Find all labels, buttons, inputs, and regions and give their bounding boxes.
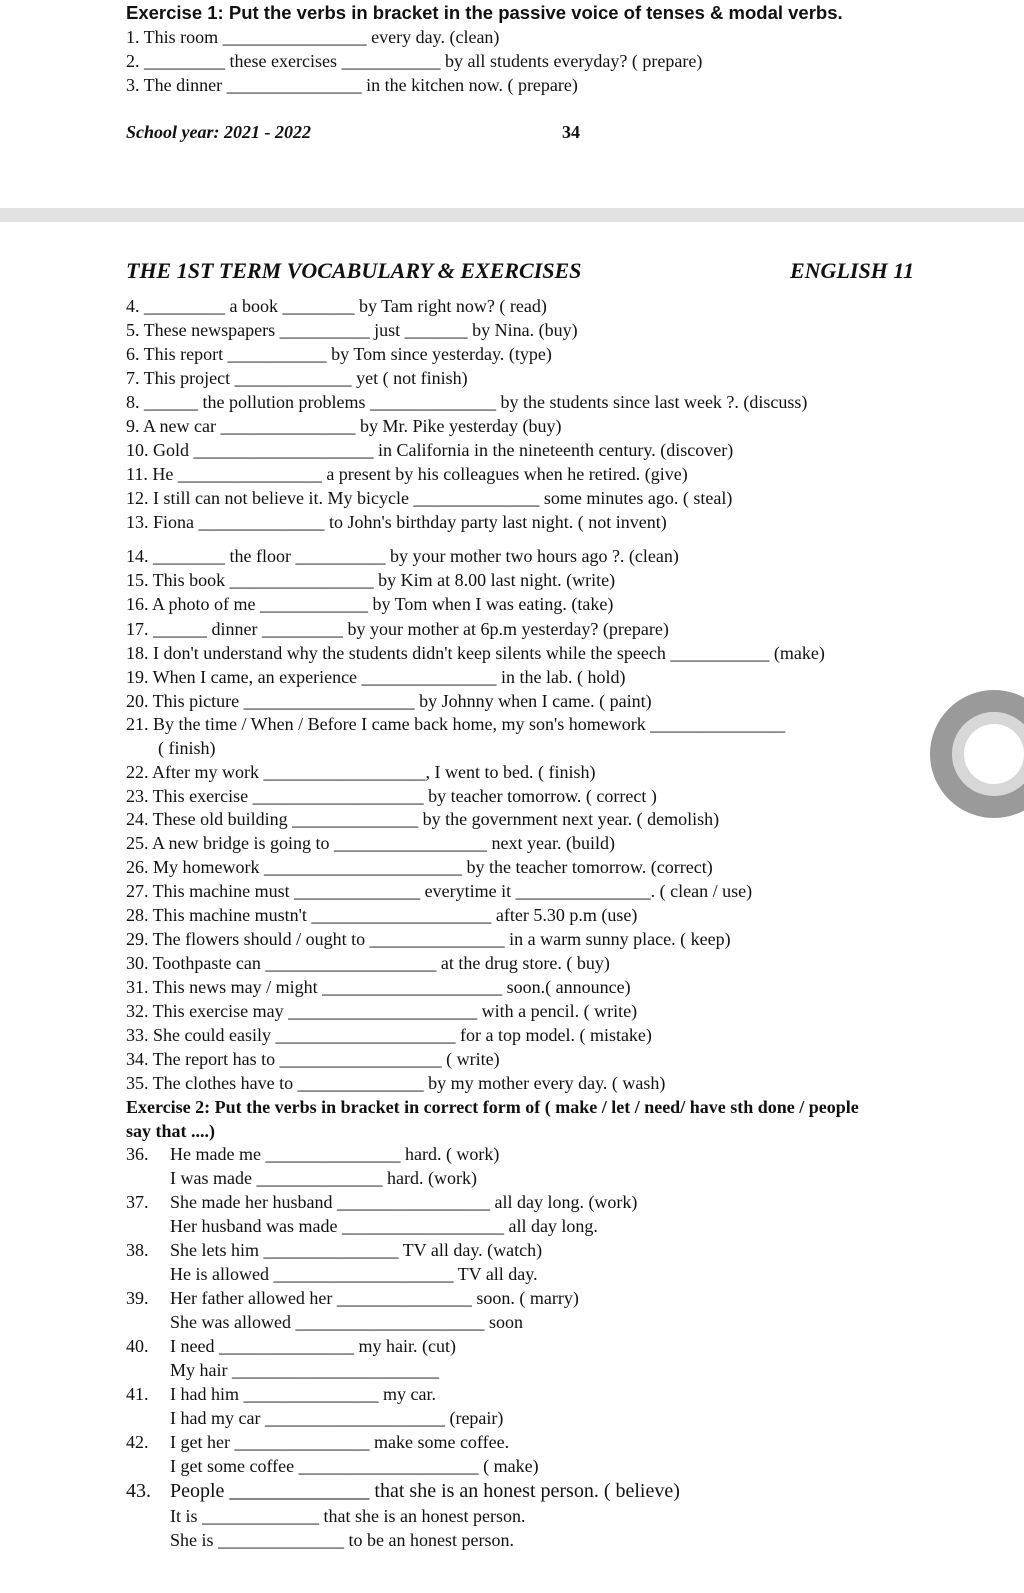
item-38-b: He is allowed ____________________ TV all day. <box>170 1264 538 1284</box>
item-40-b: My hair _______________________ <box>170 1360 439 1380</box>
item-32: 32. This exercise may _____________________ with a pencil. ( write) <box>126 1001 638 1021</box>
page-number: 34 <box>562 122 580 142</box>
item-30: 30. Toothpaste can ___________________ at the drug store. ( buy) <box>126 953 610 973</box>
page-header-right: ENGLISH 11 <box>790 258 915 283</box>
item-12: 12. I still can not believe it. My bicycle ______________ some minutes ago. ( steal) <box>126 488 733 508</box>
item-36-a: He made me _______________ hard. ( work) <box>170 1144 500 1164</box>
item-35: 35. The clothes have to ______________ by my mother every day. ( wash) <box>126 1073 666 1093</box>
item-27: 27. This machine must ______________ everytime it _______________. ( clean / use) <box>126 881 753 901</box>
item-6: 6. This report ___________ by Tom since yesterday. (type) <box>126 344 552 364</box>
item-42-a: I get her _______________ make some coffee. <box>170 1432 510 1452</box>
item-7: 7. This project _____________ yet ( not finish) <box>126 368 468 388</box>
item-17: 17. ______ dinner _________ by your mother at 6p.m yesterday? (prepare) <box>126 619 669 639</box>
item-9: 9. A new car _______________ by Mr. Pike yesterday (buy) <box>126 416 562 436</box>
item-16: 16. A photo of me ____________ by Tom when I was eating. (take) <box>126 594 614 614</box>
item-21: 21. By the time / When / Before I came back home, my son's homework _______________ <box>126 714 786 734</box>
page-gap <box>0 208 1024 222</box>
item-39-a: Her father allowed her _______________ soon. ( marry) <box>170 1288 579 1308</box>
item-26: 26. My homework ______________________ by the teacher tomorrow. (correct) <box>126 857 713 877</box>
item-41-number: 41. <box>126 1384 149 1404</box>
item-4: 4. _________ a book ________ by Tam right now? ( read) <box>126 296 547 316</box>
item-25: 25. A new bridge is going to _________________ next year. (build) <box>126 833 615 853</box>
exercise2-title-line1: Exercise 2: Put the verbs in bracket in correct form of ( make / let / need/ have sth done / people <box>126 1097 859 1117</box>
item-33: 33. She could easily ____________________ for a top model. ( mistake) <box>126 1025 652 1045</box>
exercise2-title-line2: say that ....) <box>126 1121 215 1141</box>
school-year: School year: 2021 - 2022 <box>126 122 311 142</box>
page-header-left: THE 1ST TERM VOCABULARY & EXERCISES <box>126 258 582 283</box>
item-28: 28. This machine mustn't ____________________ after 5.30 p.m (use) <box>126 905 638 925</box>
item-43-a: People ______________ that she is an honest person. ( believe) <box>170 1480 680 1502</box>
item-8: 8. ______ the pollution problems ______________ by the students since last week ?. (discuss) <box>126 392 808 412</box>
item-37-number: 37. <box>126 1192 149 1212</box>
item-43-c: She is ______________ to be an honest person. <box>170 1530 514 1550</box>
item-29: 29. The flowers should / ought to _______________ in a warm sunny place. ( keep) <box>126 929 731 949</box>
item-41-a: I had him _______________ my car. <box>170 1384 436 1404</box>
item-39-b: She was allowed _____________________ soon <box>170 1312 523 1332</box>
item-36-number: 36. <box>126 1144 149 1164</box>
item-20: 20. This picture ___________________ by Johnny when I came. ( paint) <box>126 691 652 711</box>
top-line-3: 3. The dinner _______________ in the kitchen now. ( prepare) <box>126 75 578 95</box>
item-36-b: I was made ______________ hard. (work) <box>170 1168 477 1188</box>
item-42-b: I get some coffee ____________________ ( make) <box>170 1456 539 1476</box>
item-42-number: 42. <box>126 1432 149 1452</box>
item-14: 14. ________ the floor __________ by your mother two hours ago ?. (clean) <box>126 546 679 566</box>
item-21-verb: ( finish) <box>158 738 216 758</box>
item-37-a: She made her husband _________________ all day long. (work) <box>170 1192 638 1212</box>
item-38-a: She lets him _______________ TV all day. (watch) <box>170 1240 543 1260</box>
item-34: 34. The report has to __________________ ( write) <box>126 1049 500 1069</box>
item-31: 31. This news may / might ____________________ soon.( announce) <box>126 977 631 997</box>
item-5: 5. These newspapers __________ just _______ by Nina. (buy) <box>126 320 578 340</box>
item-43-b: It is _____________ that she is an honest person. <box>170 1506 526 1526</box>
item-23: 23. This exercise ___________________ by teacher tomorrow. ( correct ) <box>126 786 657 806</box>
item-40-a: I need _______________ my hair. (cut) <box>170 1336 456 1356</box>
item-18: 18. I don't understand why the students didn't keep silents while the speech ___________ (make) <box>126 643 825 663</box>
item-40-number: 40. <box>126 1336 149 1356</box>
top-line-1: 1. This room ________________ every day. (clean) <box>126 27 500 47</box>
item-13: 13. Fiona ______________ to John's birthday party last night. ( not invent) <box>126 512 667 532</box>
item-10: 10. Gold ____________________ in California in the nineteenth century. (discover) <box>126 440 734 460</box>
item-24: 24. These old building ______________ by the government next year. ( demolish) <box>126 809 720 829</box>
item-43-number: 43. <box>126 1480 151 1502</box>
item-39-number: 39. <box>126 1288 149 1308</box>
top-line-2: 2. _________ these exercises ___________ by all students everyday? ( prepare) <box>126 51 703 71</box>
item-11: 11. He ________________ a present by his colleagues when he retired. (give) <box>126 464 688 484</box>
item-19: 19. When I came, an experience _______________ in the lab. ( hold) <box>126 667 626 687</box>
item-41-b: I had my car ____________________ (repair) <box>170 1408 504 1428</box>
item-38-number: 38. <box>126 1240 149 1260</box>
item-37-b: Her husband was made __________________ all day long. <box>170 1216 598 1236</box>
item-22: 22. After my work __________________, I went to bed. ( finish) <box>126 762 596 782</box>
exercise1-title: Exercise 1: Put the verbs in bracket in the passive voice of tenses & modal verbs. <box>126 2 843 23</box>
item-15: 15. This book ________________ by Kim at 8.00 last night. (write) <box>126 570 616 590</box>
